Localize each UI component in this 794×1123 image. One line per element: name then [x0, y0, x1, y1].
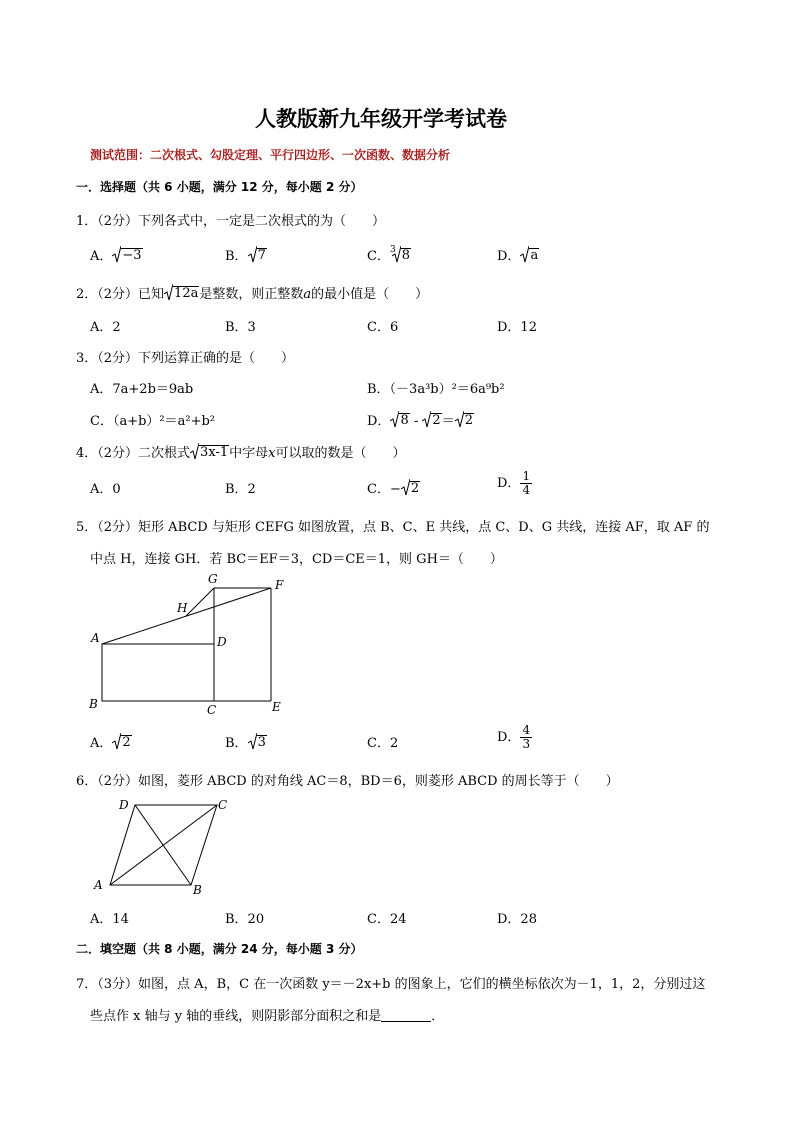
question-6-stem: 6．（2分）如图，菱形 ABCD 的对角线 AC＝8，BD＝6，则菱形 ABCD 的周长等于（ ） [76, 774, 619, 789]
question-1-option-a[interactable] [90, 245, 143, 264]
rectangle-abcd [102, 644, 214, 701]
numerator: 1 [522, 469, 531, 483]
question-6-option-d[interactable]: D．28 [497, 912, 537, 927]
operator: ＝ [441, 414, 455, 429]
question-5-option-c[interactable]: C．2 [367, 736, 399, 751]
question-1-option-c[interactable] [367, 245, 411, 264]
radicand: 8 [401, 248, 410, 263]
option-label: C． [367, 249, 390, 264]
question-3-stem: 3．（2分）下列运算正确的是（ ） [76, 351, 295, 366]
question-4-option-b[interactable]: B．2 [225, 482, 256, 497]
question-5-line-2: 中点 H，连接 GH．若 BC＝EF＝3，CD＝CE＝1，则 GH＝（ ） [90, 552, 503, 567]
label-b: B [89, 697, 98, 711]
question-7-line-2 [90, 1005, 444, 1024]
question-6-option-b[interactable]: B．20 [225, 912, 265, 927]
option-label: A． [90, 249, 113, 264]
question-6-option-a[interactable]: A．14 [90, 912, 129, 927]
radicand: 2 [432, 413, 441, 428]
question-4-stem [76, 442, 405, 461]
label-f: F [275, 578, 284, 592]
question-5-option-a[interactable] [90, 732, 132, 751]
radicand: 2 [122, 735, 131, 750]
question-4-option-a[interactable]: A．0 [90, 482, 121, 497]
variable: a [303, 287, 312, 302]
numerator: 4 [522, 723, 531, 737]
option-label: D． [497, 476, 521, 491]
radicand: 2 [410, 481, 420, 496]
variable: x [268, 446, 276, 461]
root-index: 3 [389, 245, 396, 255]
radicand: 7 [257, 248, 266, 263]
operator: - [409, 414, 423, 429]
stem-text: 中字母 [229, 446, 269, 461]
option-label: B． [225, 249, 248, 264]
question-7-line-1: 7．（3分）如图，点 A，B，C 在一次函数 y＝－2x+b 的图象上，它们的横坐标依次为－1，1，2，分别过这 [76, 977, 706, 992]
label-a: A [94, 878, 103, 892]
question-2-option-b[interactable]: B．3 [225, 320, 256, 335]
question-5-line-1: 5．（2分）矩形 ABCD 与矩形 CEFG 如图放置，点 B、C、E 共线，点 C、D、G 共线，连接 AF，取 AF 的 [76, 520, 710, 535]
option-label: C．− [367, 482, 401, 497]
question-2-option-a[interactable]: A．2 [90, 320, 121, 335]
question-2-option-c[interactable]: C．6 [367, 320, 399, 335]
test-scope: 测试范围：二次根式、勾股定理、平行四边形、一次函数、数据分析 [90, 148, 451, 162]
question-4-option-d[interactable] [497, 470, 532, 497]
question-4-option-c[interactable] [367, 478, 420, 497]
label-b: B [193, 883, 202, 897]
stem-text: 4．（2分）二次根式 [76, 446, 191, 461]
option-label: D． [497, 249, 521, 264]
label-a: A [91, 631, 100, 645]
label-e: E [272, 700, 281, 714]
radicand: a [530, 248, 539, 263]
question-2-stem [76, 283, 428, 302]
denominator: 3 [522, 737, 531, 751]
label-c: C [207, 703, 217, 717]
page-title: 人教版新九年级开学考试卷 [255, 107, 507, 131]
question-3-option-a[interactable]: A．7a+2b＝9ab [90, 382, 194, 397]
stem-text: 的最小值是（ ） [311, 287, 429, 302]
radicand: 3x-1 [200, 445, 229, 460]
question-5-option-b[interactable] [225, 732, 267, 751]
question-1-option-b[interactable] [225, 245, 267, 264]
answer-blank[interactable] [381, 1009, 431, 1022]
label-g: G [208, 572, 218, 586]
radicand: 2 [464, 413, 473, 428]
question-6-option-c[interactable]: C．24 [367, 912, 407, 927]
option-label: B． [225, 736, 248, 751]
stem-text: 可以取的数是（ ） [275, 446, 406, 461]
label-d: D [119, 798, 129, 812]
question-5-option-d[interactable] [497, 724, 532, 751]
label-h: H [177, 601, 188, 615]
question-3-option-d[interactable] [367, 410, 474, 429]
radicand: 8 [400, 413, 409, 428]
question-3-option-c[interactable]: C．（a+b）²＝a²+b² [90, 414, 216, 429]
radicand: 3 [257, 735, 266, 750]
section-fill-heading: 二．填空题（共 8 小题，满分 24 分，每小题 3 分） [76, 942, 363, 956]
option-label: D． [367, 414, 391, 429]
question-3-option-b[interactable]: B．（－3a³b）²＝6a⁹b² [367, 382, 505, 397]
question-6-figure [88, 793, 238, 898]
fraction [520, 470, 532, 497]
stem-text: 是整数，则正整数 [199, 287, 304, 302]
stem-text: 些点作 x 轴与 y 轴的垂线，则阴影部分面积之和是 [90, 1009, 382, 1024]
stem-text: 2．（2分）已知 [76, 287, 165, 302]
diagonal-bd [135, 805, 191, 885]
question-1-stem: 1．（2分）下列各式中，一定是二次根式的为（ ） [76, 214, 386, 229]
radicand: −3 [122, 248, 142, 263]
question-2-option-d[interactable]: D．12 [497, 320, 537, 335]
section-choice-heading: 一．选择题（共 6 小题，满分 12 分，每小题 2 分） [76, 180, 363, 194]
fraction [520, 724, 532, 751]
option-label: A． [90, 736, 113, 751]
option-label: D． [497, 730, 521, 745]
question-1-option-d[interactable] [497, 245, 539, 264]
radicand: 12a [174, 286, 199, 301]
question-5-figure [85, 568, 295, 718]
label-d: D [217, 635, 227, 649]
denominator: 4 [522, 483, 531, 497]
label-c: C [218, 798, 228, 812]
stem-text: ． [431, 1009, 445, 1024]
